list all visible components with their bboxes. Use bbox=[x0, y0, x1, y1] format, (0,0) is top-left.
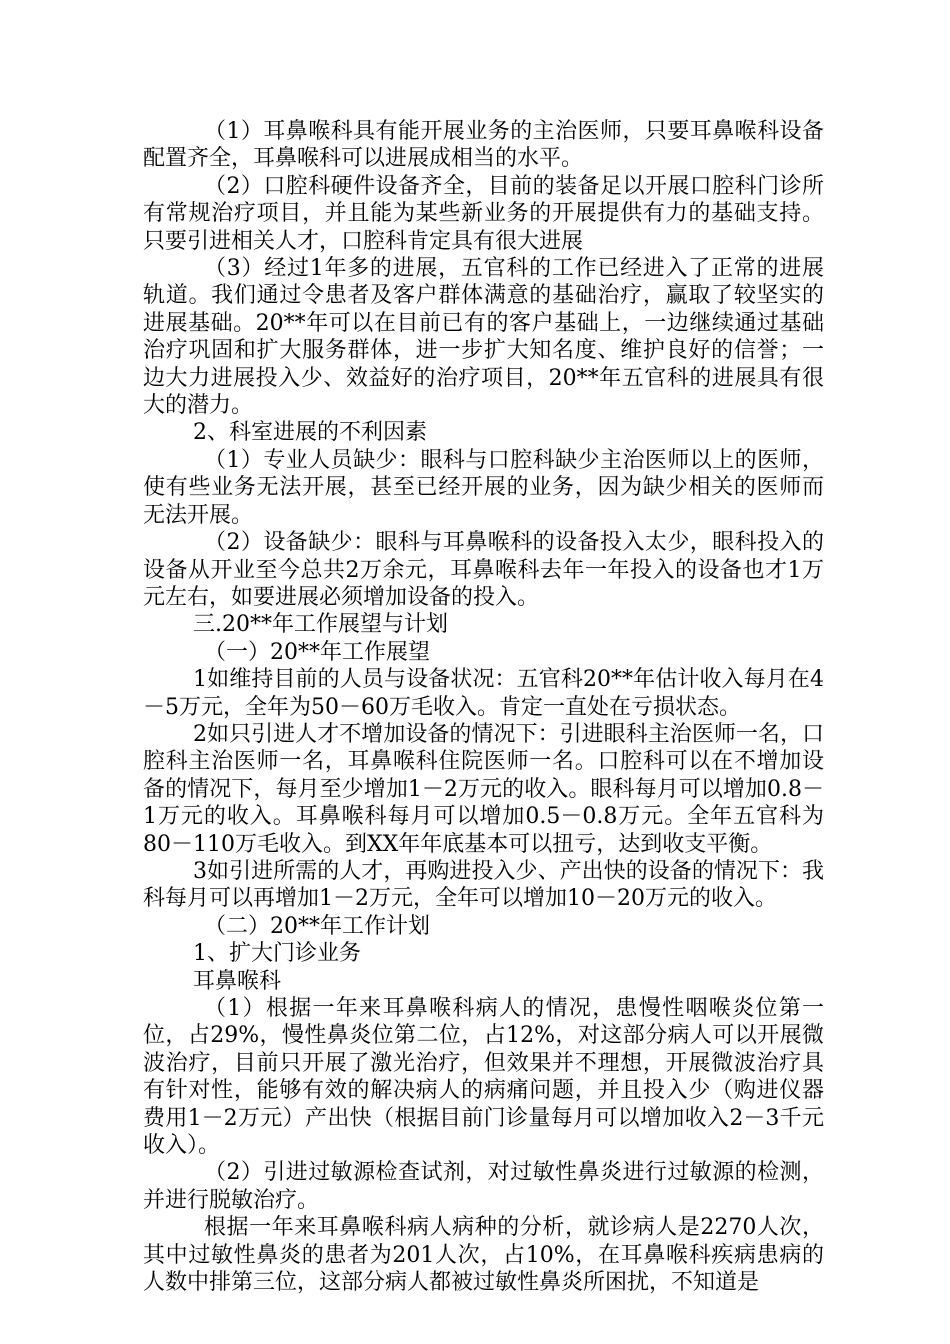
paragraph-microwave-therapy: （1）根据一年来耳鼻喉科病人的情况，患慢性咽喉炎位第一位，占29%，慢性鼻炎位第二位，占12%，对这部分病人可以开展微波治疗，目前只开展了激光治疗，但效果并不理想，开展微波治疗具有针对性，能够有效的解决病人的病痛问题，并且投入少（购进仪器费用1－2万元）产出快（根据目前门诊量每月可以增加收入2－3千元收入）。 bbox=[143, 996, 824, 1159]
paragraph-allergen-testing: （2）引进过敏源检查试剂，对过敏性鼻炎进行过敏源的检测，并进行脱敏治疗。 bbox=[143, 1160, 824, 1213]
document-page bbox=[143, 118, 824, 1296]
heading-work-outlook: （一）20**年工作展望 bbox=[204, 639, 430, 665]
paragraph-scenario-2: 2如只引进人才不增加设备的情况下：引进眼科主治医师一名，口腔科主治医师一名，耳鼻喉科住院医师一名。口腔科可以在不增加设备的情况下，每月至少增加1－2万元的收入。眼科每月可以增加0.8－1万元的收入。耳鼻喉科每月可以增加0.5－0.8万元。全年五官科为80－110万毛收入。到XX年年底基本可以扭亏，达到收支平衡。 bbox=[143, 721, 824, 857]
paragraph-scenario-3: 3如引进所需的人才，再购进投入少、产出快的设备的情况下：我科每月可以再增加1－2万元，全年可以增加10－20万元的收入。 bbox=[143, 858, 824, 912]
paragraph-allergy-analysis: 根据一年来耳鼻喉科病人病种的分析，就诊病人是2270人次，其中过敏性鼻炎的患者为201人次，占10%，在耳鼻喉科疾病患病的人数中排第三位，这部分病人都被过敏性鼻炎所困扰，不知道是 bbox=[143, 1215, 824, 1296]
paragraph-ent-physician: （1）耳鼻喉科具有能开展业务的主治医师，只要耳鼻喉科设备配置齐全，耳鼻喉科可以进展成相当的水平。 bbox=[143, 119, 824, 172]
heading-ent-department: 耳鼻喉科 bbox=[193, 968, 282, 994]
heading-unfavorable-factors: 2、科室进展的不利因素 bbox=[193, 420, 427, 446]
paragraph-staff-shortage: （1）专业人员缺少：眼科与口腔科缺少主治医师以上的医师，使有些业务无法开展，甚至已经开展的业务，因为缺少相关的医师而无法开展。 bbox=[143, 447, 824, 528]
heading-outlook-and-plan: 三.20**年工作展望与计划 bbox=[193, 612, 448, 638]
paragraph-development-progress: （3）经过1年多的进展，五官科的工作已经进入了正常的进展轨道。我们通过令患者及客户群体满意的基础治疗，赢取了较坚实的进展基础。20**年可以在目前已有的客户基础上，一边继续通过基础治疗巩固和扩大服务群体，进一步扩大知名度、维护良好的信誉；一边大力进展投入少、效益好的治疗项目，20**年五官科的进展具有很大的潜力。 bbox=[143, 256, 824, 419]
paragraph-scenario-1: 1如维持目前的人员与设备状况：五官科20**年估计收入每月在4－5万元，全年为50－60万毛收入。肯定一直处在亏损状态。 bbox=[143, 667, 824, 720]
heading-work-plan: （二）20**年工作计划 bbox=[204, 913, 430, 939]
paragraph-dental-equipment: （2）口腔科硬件设备齐全，目前的装备足以开展口腔科门诊所有常规治疗项目，并且能为某些新业务的开展提供有力的基础支持。只要引进相关人才，口腔科肯定具有很大进展 bbox=[143, 173, 824, 254]
heading-expand-outpatient: 1、扩大门诊业务 bbox=[193, 941, 361, 967]
paragraph-equipment-shortage: （2）设备缺少：眼科与耳鼻喉科的设备投入太少，眼科投入的设备从开业至今总共2万余元，耳鼻喉科去年一年投入的设备也才1万元左右，如要进展必须增加设备的投入。 bbox=[143, 530, 824, 610]
